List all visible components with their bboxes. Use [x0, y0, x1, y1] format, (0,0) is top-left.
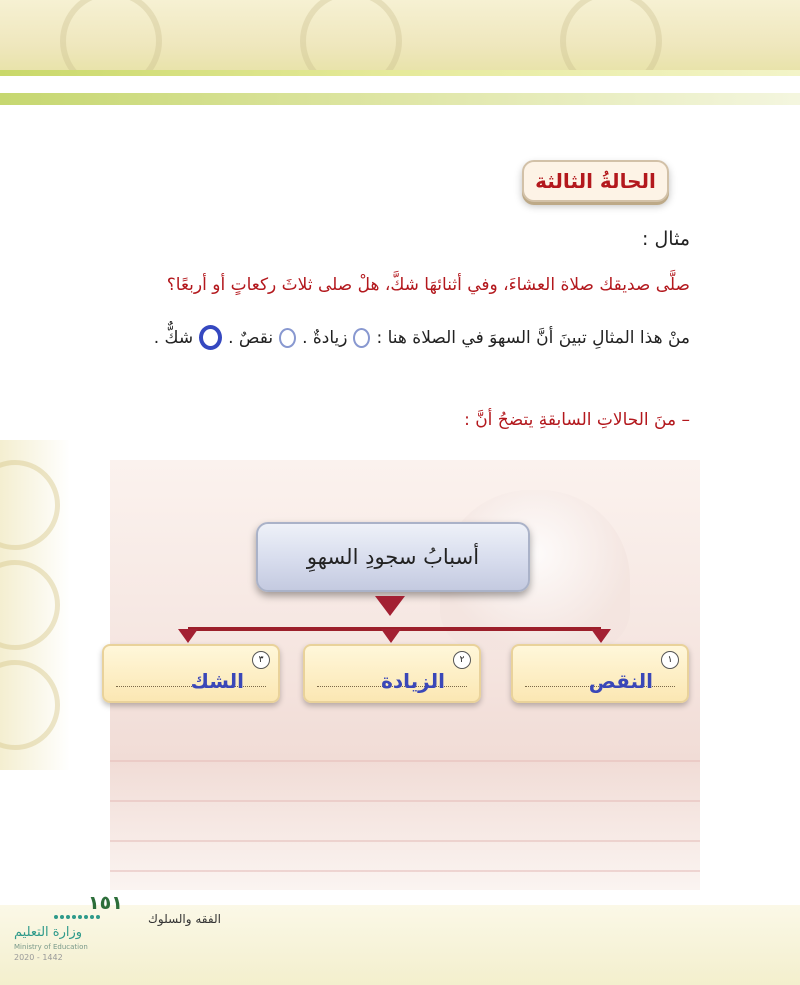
answer-prefix: منْ هذا المثالِ تبينَ أنَّ السهوَ في الصلاة هنا :: [376, 327, 690, 348]
arrow-to-doubt-icon: [178, 629, 198, 643]
ministry-logo: [14, 915, 124, 965]
cause-number: ٢: [453, 651, 471, 669]
cause-label: الشك: [190, 669, 244, 693]
edition-year: 2020 - 1442: [14, 953, 63, 962]
option-label-missing: نقصٌ .: [228, 327, 274, 348]
ministry-name: وزارة التعليم: [14, 925, 83, 940]
option-label-doubt: شكٌّ .: [153, 327, 194, 348]
option-radio-extra[interactable]: [353, 328, 370, 348]
diagram-title-box: [256, 522, 530, 592]
section-stripe: [0, 93, 800, 105]
option-radio-doubt-selected[interactable]: [199, 325, 222, 350]
cause-box-missing: [511, 644, 689, 703]
cause-number: ١: [661, 651, 679, 669]
cause-box-extra: [303, 644, 481, 703]
page-number: ١٥١: [88, 892, 123, 914]
option-radio-missing[interactable]: [279, 328, 296, 348]
ministry-name-en: Ministry of Education: [14, 943, 88, 951]
option-label-extra: زيادةٌ .: [302, 327, 348, 348]
cause-box-doubt: [102, 644, 280, 703]
cause-number: ٣: [252, 651, 270, 669]
example-question: صلَّى صديقك صلاة العشاءَ، وفي أثنائهَا شكَّ، هلْ صلى ثلاثَ ركعاتٍ أو أربعًا؟: [166, 275, 690, 295]
side-ornament: [0, 440, 70, 770]
arrow-to-extra-icon: [381, 629, 401, 643]
cause-label: الزيادة: [381, 669, 445, 693]
subject-name: الفقه والسلوك: [148, 912, 221, 926]
header-decoration: [0, 0, 800, 76]
arrow-to-missing-icon: [591, 629, 611, 643]
ornament: [60, 0, 162, 76]
ornament: [300, 0, 402, 76]
example-label: مثال :: [642, 228, 690, 250]
case-title-badge: [522, 160, 669, 202]
answer-line: [70, 325, 690, 350]
down-arrow-icon: [375, 596, 405, 616]
ornament: [560, 0, 662, 76]
diagram-title: أسبابُ سجودِ السهوِ: [306, 545, 480, 569]
conclusion-note: – منَ الحالاتِ السابقةِ يتضحُ أنَّ :: [464, 410, 690, 430]
header-stripe: [0, 70, 800, 76]
case-title: الحالةُ الثالثة: [535, 169, 656, 193]
cause-label: النقص: [588, 669, 653, 693]
